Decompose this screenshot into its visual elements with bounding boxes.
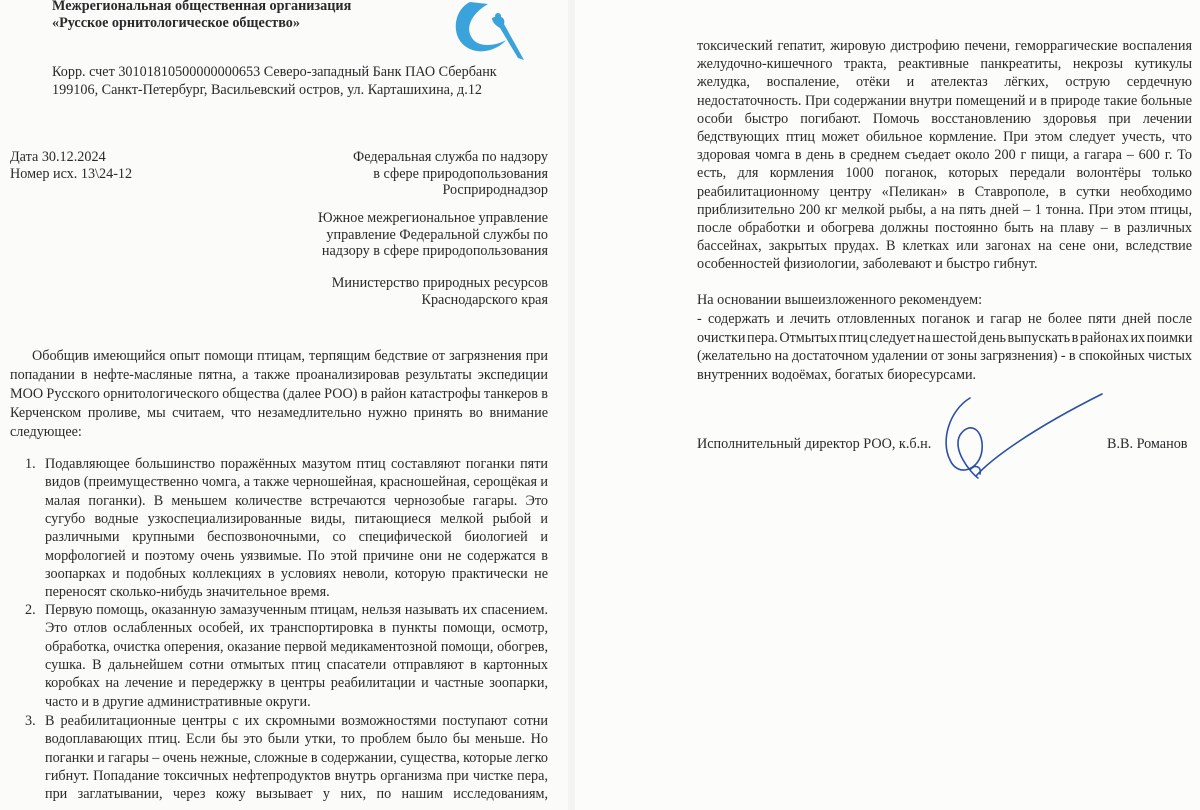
addressee-line: надзору в сфере природопользования — [321, 243, 548, 259]
paragraph-line: МОО Русского орнитологического общества (далее РОО) в район катастрофы танкеров в — [10, 386, 548, 402]
recommendation-line: внутренних водоёмах, богатых биоресурсами. — [697, 366, 977, 383]
addressee-line: управление Федеральной службы по — [326, 226, 548, 243]
list-item-line: В реабилитационные центры с их скромными возможностями поступают сотни — [45, 713, 548, 729]
addressee-line: Росприроднадзор — [442, 182, 548, 198]
bank-account: Корр. счет 30101810500000000653 Северо-западный Банк ПАО Сбербанк — [52, 64, 497, 80]
addressee-line: в сфере природопользования — [373, 165, 548, 182]
paragraph-line: бедствующих птиц может обильное кормление. При этом следует учесть, что — [697, 129, 1192, 145]
list-number: 1. — [25, 456, 36, 472]
paragraph-line: попадании в нефте-масляные пятна, а также проанализировав результаты экспедиции — [10, 367, 548, 383]
org-name-line1: Межрегиональная общественная организация — [52, 0, 352, 14]
org-name-line2: «Русское орнитологическое общество» — [52, 15, 300, 31]
paragraph-line: недостаточность. При содержании внутри помещений и в природе такие больные — [697, 92, 1192, 109]
list-item-line: Первую помощь, оказанную замазученным птицам, нельзя называть их спасением. — [45, 602, 548, 618]
recommendation-line: (желательно на достаточном удалении от зоны загрязнения) - в спокойных чистых — [697, 348, 1192, 364]
paragraph-line: Керченском проливе, мы считаем, что незамедлительно нужно принять во внимание — [10, 405, 548, 421]
paragraph-line: приблизительно 200 кг мелкой рыбы, а на пять дней – 1 тонна. При этом птицы, — [697, 201, 1192, 218]
list-item-line: сугубо водные узкоспециализированные виды, питающиеся мелкой рыбой и — [45, 510, 548, 527]
list-item-line: малая поганки). В меньшем количестве встречаются чернозобые гагары. Это — [45, 492, 548, 509]
list-item-line: Это отлов ослабленных особей, их транспортировка в пункты помощи, осмотр, — [45, 620, 548, 637]
list-item-line: водоплавающих птиц. Если бы это были утки, то проблем было бы меньше. Но — [45, 731, 548, 748]
paragraph-line: есть, для кормления 1000 поганок, которых передали волонтёры только — [697, 165, 1192, 182]
addressee-line: Федеральная служба по надзору — [353, 149, 548, 165]
paragraph-line: следующее: — [10, 424, 82, 440]
list-item-line: коробках на лечение и передержку в центры реабилитации и частные зоопарки, — [45, 675, 548, 692]
paragraph-line: токсический гепатит, жировую дистрофию печени, геморрагические воспаления — [697, 38, 1192, 54]
handwritten-signature — [930, 390, 1110, 485]
paragraph-line: желудка, воспаление, отёки и ателектаз лёгких, острую сердечную — [697, 74, 1192, 91]
recommendation-line: - содержать и лечить отловленных поганок и гагар не более пяти дней после — [697, 311, 1192, 327]
paragraph-line: здоровая чомга в день в среднем съедает около 200 г пищи, а гагара – 600 г. То — [697, 147, 1192, 164]
paragraph-line: особенностей физиологии, заболевают и быстро гибнут. — [697, 256, 1038, 273]
paragraph-line: особи быстро погибают. Помочь восстановлению здоровья при лечении — [697, 110, 1192, 127]
list-item-line: зоопарках и подобных коллекциях в условиях неволи, которую практически не — [45, 565, 548, 582]
addressee-line: Министерство природных ресурсов — [331, 275, 548, 291]
list-item-line: при заглатывании, через кожу вызывает у них, по нашим исследованиям, — [45, 786, 548, 803]
list-item-line: сушка. В дальнейшем сотни отмытых птиц спасатели отправляют в картонных — [45, 656, 548, 673]
recommend-heading: На основании вышеизложенного рекомендуем: — [697, 292, 983, 308]
signatory-title: Исполнительный директор РОО, к.б.н. — [697, 436, 932, 452]
list-item-line: морфологией и поэтому очень уязвимые. По этой причине они не содержатся в — [45, 547, 548, 564]
list-number: 2. — [25, 602, 36, 618]
recommendation-line: очистки пера. Отмытых птиц следует на шестой день выпускать в районах их поимки — [697, 329, 1193, 346]
addressee-line: Краснодарского края — [421, 291, 548, 308]
paragraph-line: бассейнах, закрытых прудах. В клетках или загонах на сене они, вследствие — [697, 238, 1192, 255]
list-item-line: поганки и гагары – очень нежные, сложные в содержании, существа, которые легко — [45, 749, 548, 766]
signatory-name: В.В. Романов — [1107, 436, 1188, 452]
outgoing-number: Номер исх. 13\24-12 — [10, 166, 133, 182]
paragraph-line: желудочно-кишечного тракта, реактивные панкреатиты, некрозы кутикулы — [697, 56, 1192, 73]
list-item-line: обработка, очистка оперения, оказание первой медикаментозной помощи, обогрев, — [45, 638, 548, 655]
addressee-line: Южное межрегиональное управление — [318, 210, 548, 226]
paragraph-line: после обработки и обогрева должны постоянно быть на плаву – в различных — [697, 220, 1192, 236]
list-item-line: гибнут. Попадание токсичных нефтепродуктов внутрь организма при чистке пера, — [45, 767, 548, 784]
list-item-line: видов (преимущественно чомга, а также черношейная, красношейная, серощёкая и — [45, 474, 548, 491]
list-item-line: различными крупными беспозвоночными, со специфической биологией и — [45, 529, 548, 546]
list-number: 3. — [25, 713, 36, 729]
list-item-line: Подавляющее большинство поражённых мазутом птиц составляют поганки пяти — [45, 456, 548, 472]
date: Дата 30.12.2024 — [10, 149, 106, 165]
list-item-line: переносят сколько-нибудь значительное время. — [45, 584, 330, 601]
list-item-line: часто и в другие административные округи. — [45, 693, 311, 710]
logo-bird-icon — [448, 0, 533, 65]
address: 199106, Санкт-Петербург, Васильевский остров, ул. Карташихина, д.12 — [52, 82, 483, 98]
paragraph-line: Обобщив имеющийся опыт помощи птицам, терпящим бедствие от загрязнения при — [32, 348, 548, 364]
paragraph-line: реабилитационному центру «Пеликан» в Ставрополе, в сутки необходимо — [697, 183, 1192, 200]
